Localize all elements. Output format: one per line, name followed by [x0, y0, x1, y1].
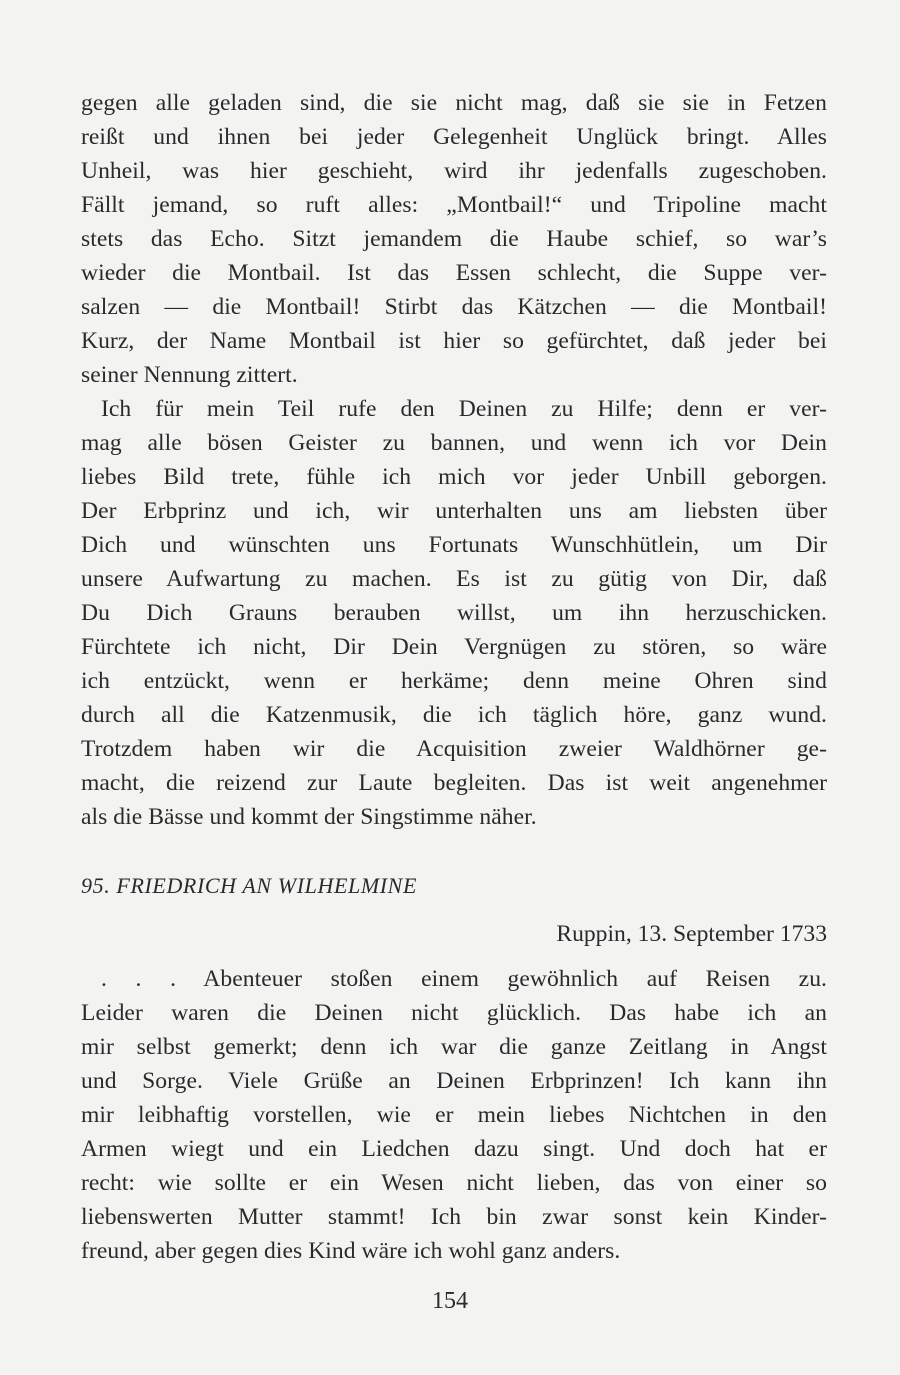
text-line: und Sorge. Viele Grüße an Deinen Erbprinzen! Ich kann ihn: [81, 1068, 827, 1094]
text-line: Der Erbprinz und ich, wir unterhalten uns am liebsten über: [81, 498, 827, 524]
text-line: Ich für mein Teil rufe den Deinen zu Hilfe; denn er ver-: [101, 396, 827, 422]
text-line: als die Bässe und kommt der Singstimme näher.: [81, 804, 537, 830]
text-line: durch all die Katzenmusik, die ich täglich höre, ganz wund.: [81, 702, 827, 728]
text-line: recht: wie sollte er ein Wesen nicht lieben, das von einer so: [81, 1170, 827, 1196]
text-line: mir leibhaftig vorstellen, wie er mein liebes Nichtchen in den: [81, 1102, 827, 1128]
text-line: Kurz, der Name Montbail ist hier so gefürchtet, daß jeder bei: [81, 328, 827, 354]
text-line: unsere Aufwartung zu machen. Es ist zu gütig von Dir, daß: [81, 566, 827, 592]
text-line: macht, die reizend zur Laute begleiten. Das ist weit angenehmer: [81, 770, 827, 796]
text-line: reißt und ihnen bei jeder Gelegenheit Unglück bringt. Alles: [81, 124, 827, 150]
text-line: freund, aber gegen dies Kind wäre ich wohl ganz anders.: [81, 1238, 621, 1264]
text-line: mag alle bösen Geister zu bannen, und wenn ich vor Dein: [81, 430, 827, 456]
letter-heading: 95. FRIEDRICH AN WILHELMINE: [81, 873, 417, 898]
text-line: Du Dich Grauns berauben willst, um ihn herzuschicken.: [81, 600, 827, 626]
text-line: wieder die Montbail. Ist das Essen schlecht, die Suppe ver-: [81, 260, 827, 286]
text-line: mir selbst gemerkt; denn ich war die ganze Zeitlang in Angst: [81, 1034, 827, 1060]
text-line: . . . Abenteuer stoßen einem gewöhnlich auf Reisen zu.: [101, 966, 827, 992]
page-number: 154: [432, 1288, 468, 1314]
text-line: stets das Echo. Sitzt jemandem die Haube schief, so war’s: [81, 226, 827, 252]
text-line: liebenswerten Mutter stammt! Ich bin zwar sonst kein Kinder-: [81, 1204, 827, 1230]
letter-dateline: Ruppin, 13. September 1733: [556, 921, 827, 947]
text-line: seiner Nennung zittert.: [81, 362, 298, 388]
text-line: Leider waren die Deinen nicht glücklich. Das habe ich an: [81, 1000, 827, 1026]
text-line: Armen wiegt und ein Liedchen dazu singt. Und doch hat er: [81, 1136, 827, 1162]
text-line: gegen alle geladen sind, die sie nicht mag, daß sie sie in Fetzen: [81, 90, 827, 116]
text-line: Fällt jemand, so ruft alles: „Montbail!“ und Tripoline macht: [81, 192, 827, 218]
text-line: ich entzückt, wenn er herkäme; denn meine Ohren sind: [81, 668, 827, 694]
text-line: liebes Bild trete, fühle ich mich vor jeder Unbill geborgen.: [81, 464, 827, 490]
text-line: Unheil, was hier geschieht, wird ihr jedenfalls zugeschoben.: [81, 158, 827, 184]
text-block-letter-95: [81, 962, 827, 1268]
text-line: Dich und wünschten uns Fortunats Wunschhütlein, um Dir: [81, 532, 827, 558]
text-line: salzen — die Montbail! Stirbt das Kätzchen — die Montbail!: [81, 294, 827, 320]
text-line: Fürchtete ich nicht, Dir Dein Vergnügen zu stören, so wäre: [81, 634, 827, 660]
text-line: Trotzdem haben wir die Acquisition zweier Waldhörner ge-: [81, 736, 827, 762]
text-block-previous-letter: [81, 86, 827, 834]
